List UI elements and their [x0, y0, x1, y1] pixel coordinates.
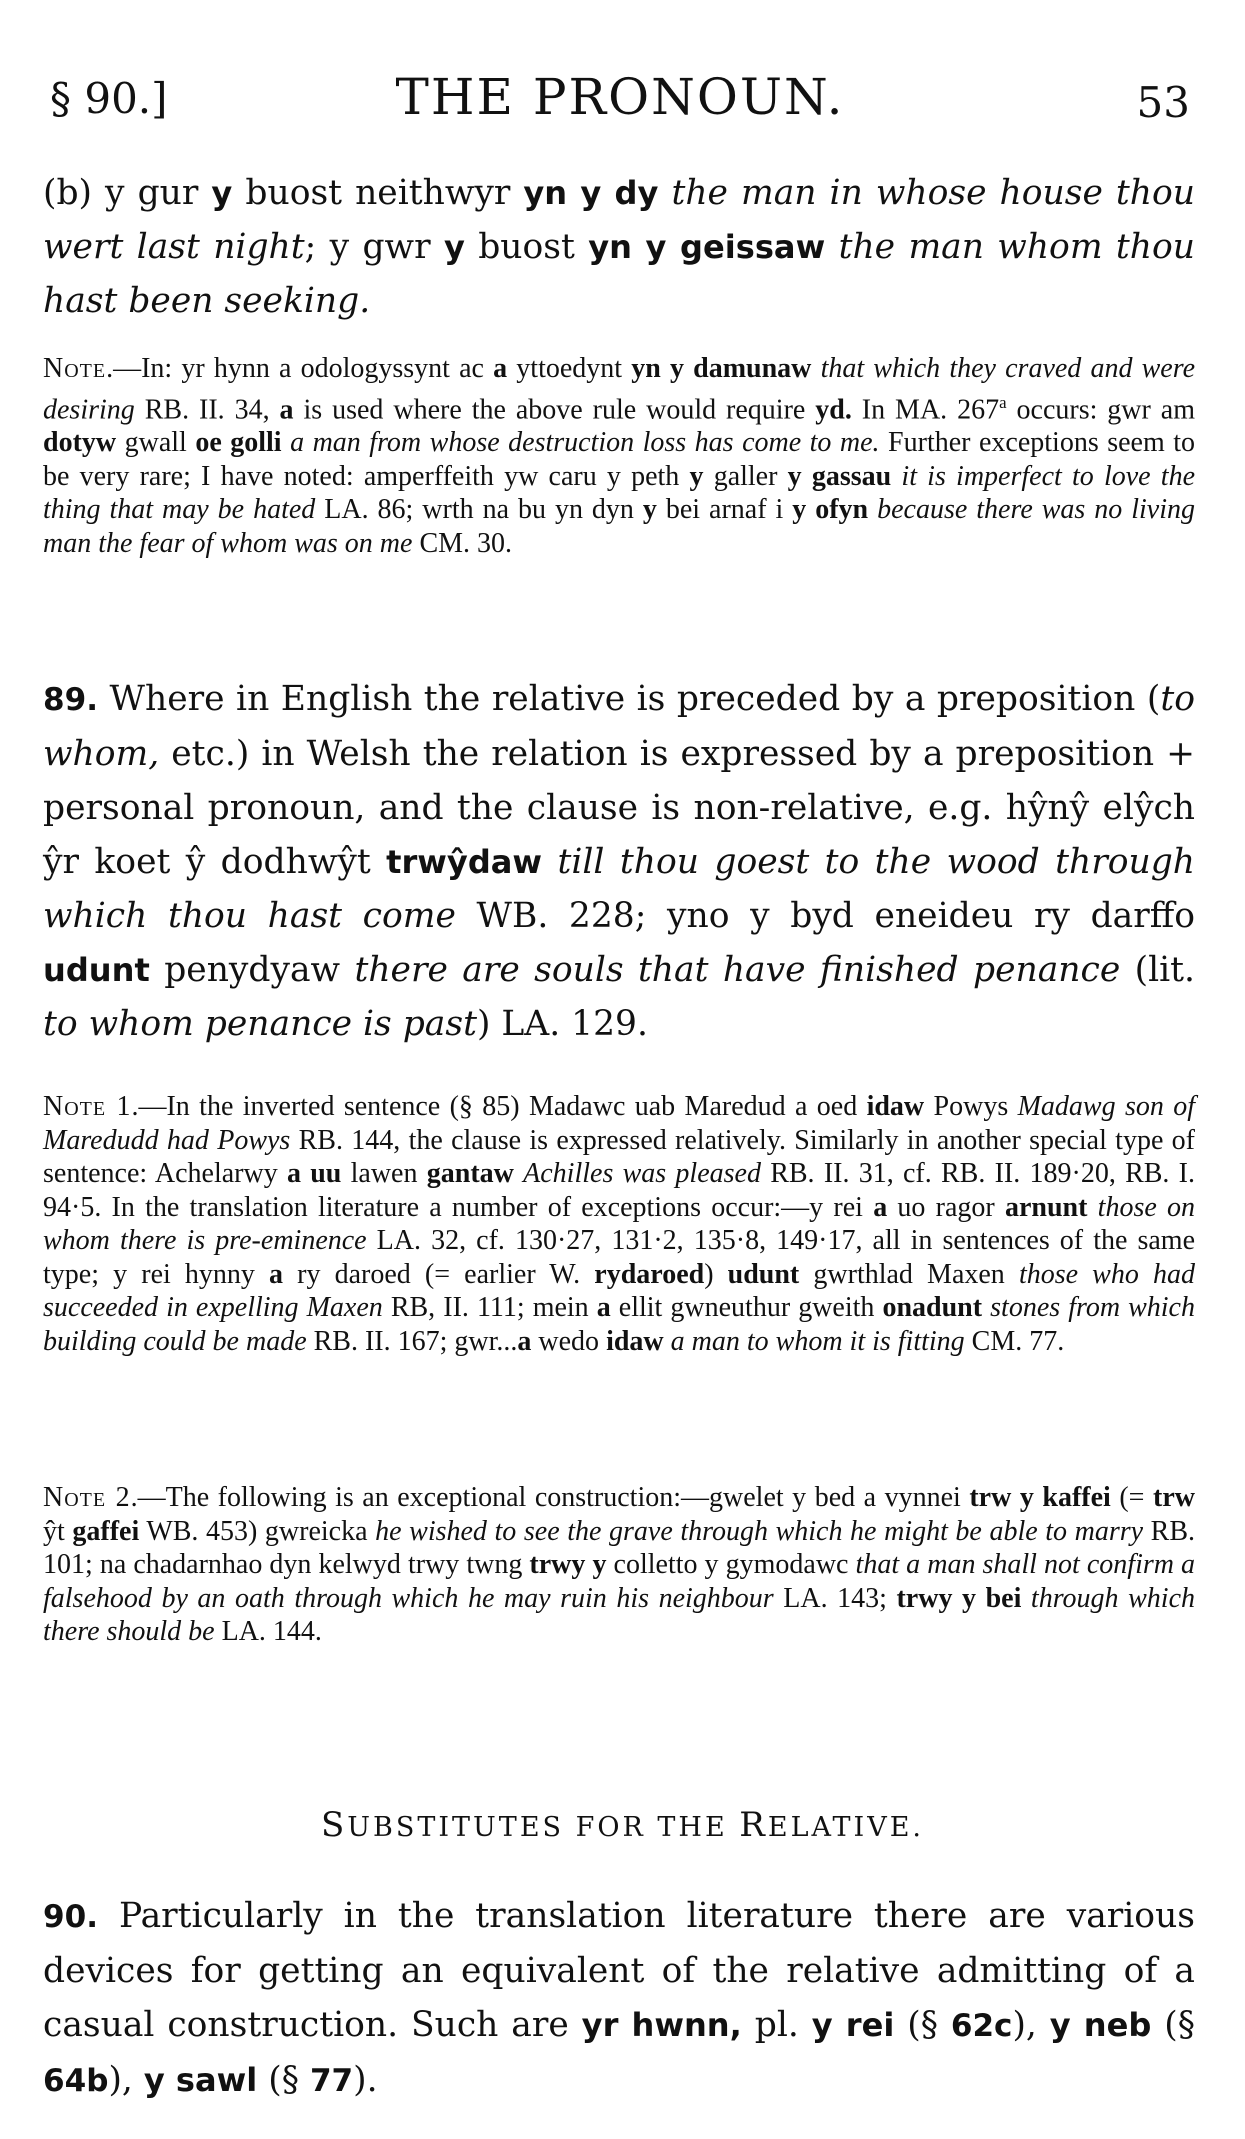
paragraph-90: 90. Particularly in the translation literature there are various devices for getting an equivalent of the relative admitting of a casual construction. Such are yr hwnn, pl. y rei (§ 62c), y neb (§ 64b), y sawl (§ 77).	[43, 1896, 1195, 2100]
paragraph-number: 89.	[43, 682, 98, 718]
paragraph-number: 90.	[43, 1899, 98, 1935]
page-title: THE PRONOUN.	[395, 68, 845, 126]
paragraph-88b: (b) y gur y buost neithwyr yn y dy the man in whose house thou wert last night; y gwr y buost yn y geissaw the man whom thou hast been seeking.	[43, 173, 1195, 321]
note-paragraph-88: Note.—In: yr hynn a odologyssynt ac a yttoedynt yn y damunaw that which they craved and were desiring RB. II. 34, a is used where the above rule would require yd. In MA. 267$^a$ occurs: gwr am dotyw gwall oe golli a man from whose destruction loss has come to me. Further exceptions seem to be very rare; I have noted: amperffeith yw caru y peth y galler y gassau it is imperfect to love the thing that may be hated LA. 86; wrth na bu yn dyn y bei arnaf i y ofyn because there was no living man the fear of whom was on me CM. 30.	[43, 353, 1196, 559]
running-head	[50, 68, 1190, 138]
section-reference: § 90.]	[50, 74, 168, 123]
paragraph-89: 89. Where in English the relative is preceded by a preposition (to whom, etc.) in Welsh the relation is expressed by a preposition + personal pronoun, and the clause is non-relative, e.g. hŷnŷ elŷch ŷr koet ŷ dodhwŷt trwŷdaw till thou goest to the wood through which thou hast come WB. 228; yno y byd eneideu ry darffo udunt penydyaw there are souls that have finished penance (lit. to whom penance is past) LA. 129.	[43, 679, 1196, 1044]
section-heading: SUBSTITUTES FOR THE RELATIVE.	[320, 1805, 924, 1845]
page-number: 53	[1136, 78, 1190, 127]
note-2: Note 2.—The following is an exceptional construction:—gwelet y bed a vynnei trw y kaffei (= trw ŷt gaffei WB. 453) gwreicka he wished to see the grave through which he might be able to marry RB. 101; na chadarnhao dyn kelwyd trwy twng trwy y colletto y gymodawc that a man shall not confirm a falsehood by an oath through which he may ruin his neighbour LA. 143; trwy y bei through which there should be LA. 144.	[43, 1482, 1196, 1647]
note-1: Note 1.—In the inverted sentence (§ 85) Madawc uab Maredud a oed idaw Powys Madawg son of Maredudd had Powys RB. 144, the clause is expressed relatively. Similarly in another special type of sentence: Achelarwy a uu lawen gantaw Achilles was pleased RB. II. 31, cf. RB. II. 189·20, RB. I. 94·5. In the translation literature a number of exceptions occur:—y rei a uo ragor arnunt those on whom there is pre-eminence LA. 32, cf. 130·27, 131·2, 135·8, 149·17, all in sentences of the same type; y rei hynny a ry daroed (= earlier W. rydaroed) udunt gwrthlad Maxen those who had succeeded in expelling Maxen RB, II. 111; mein a ellit gwneuthur gweith onadunt stones from which building could be made RB. II. 167; gwr...a wedo idaw a man to whom it is fitting CM. 77.	[43, 1091, 1196, 1357]
